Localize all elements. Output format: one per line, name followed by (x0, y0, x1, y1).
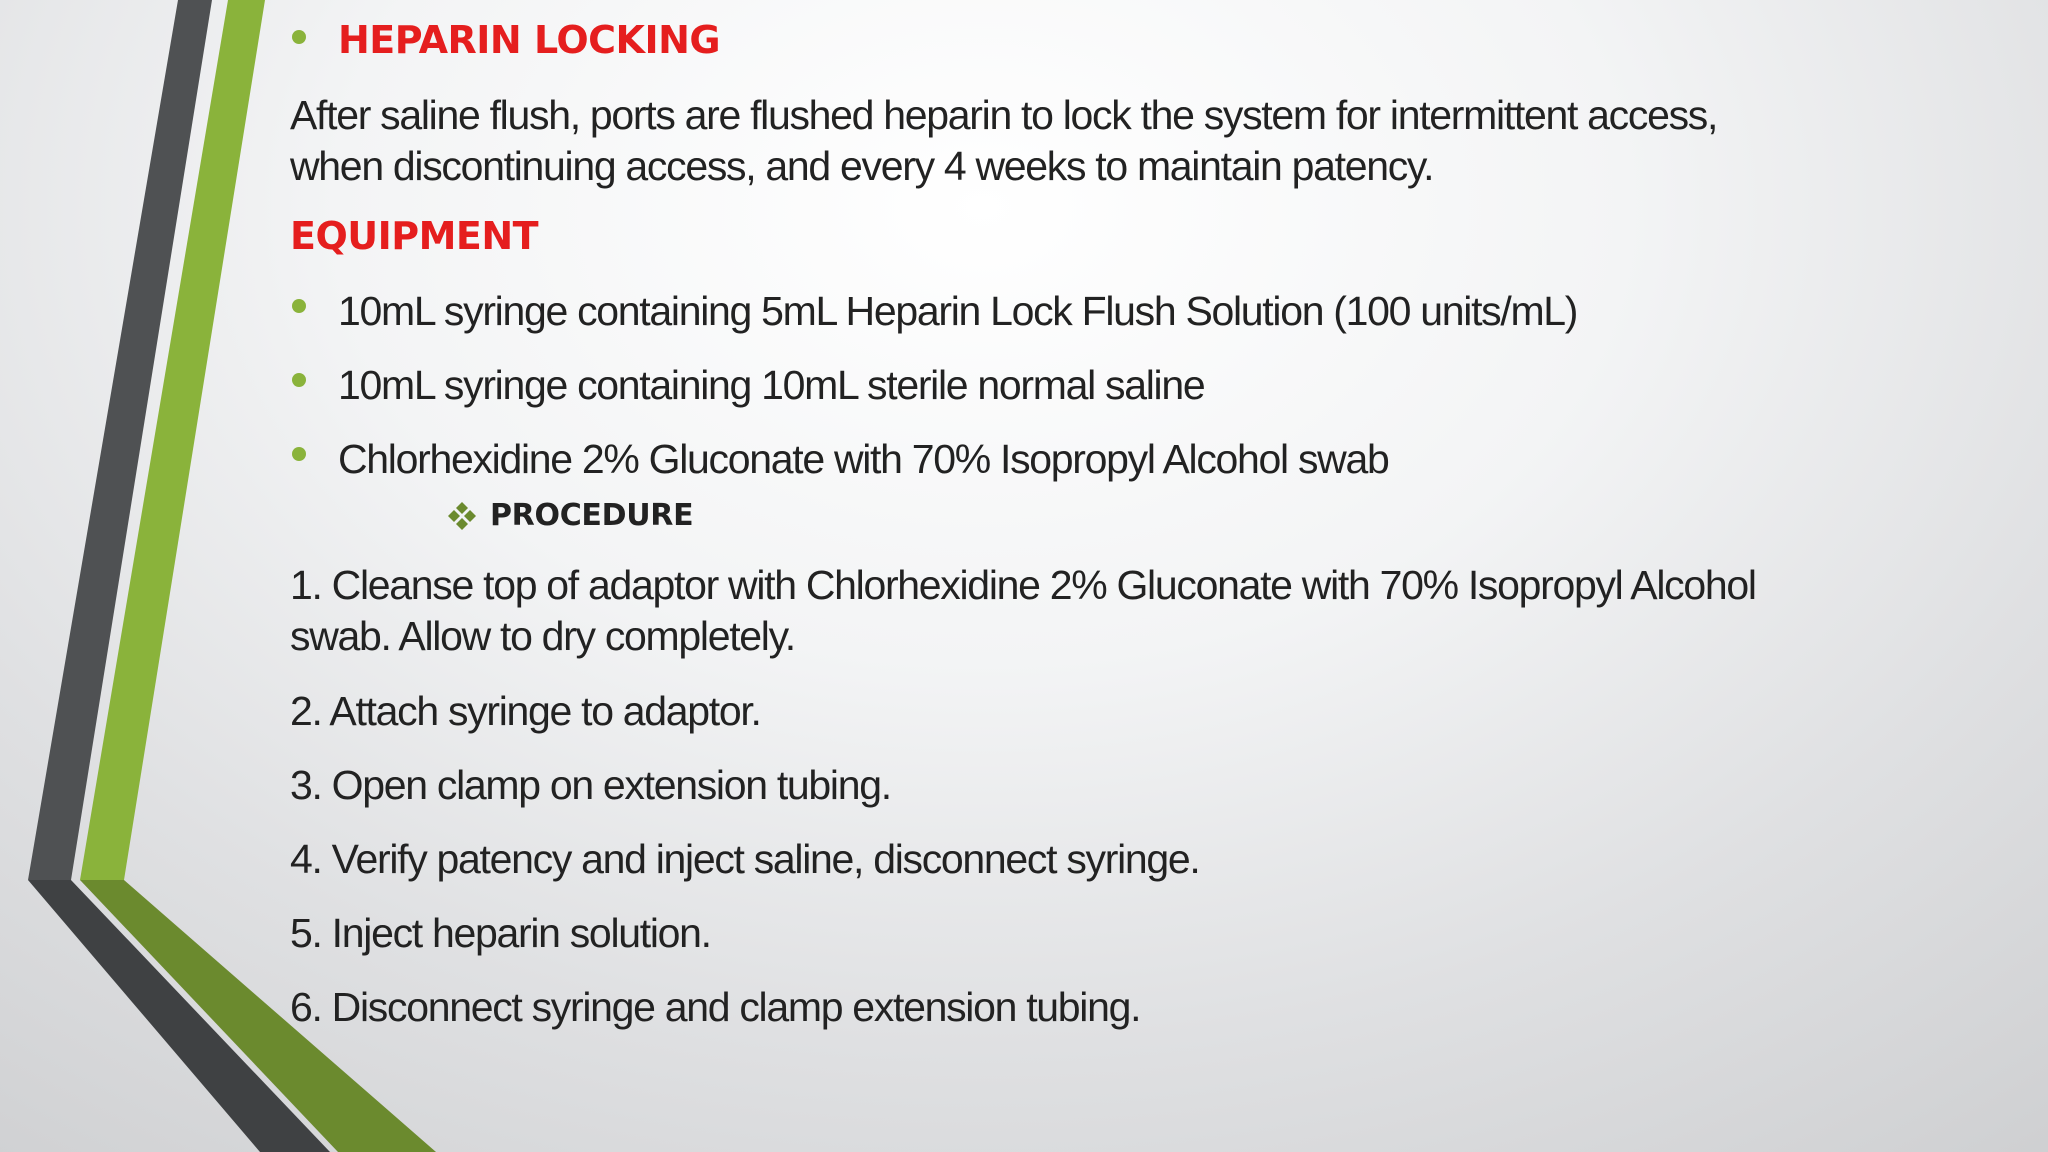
heparin-locking-heading: HEPARIN LOCKING (338, 18, 721, 62)
circle-bullet-icon (292, 299, 306, 313)
equipment-item (290, 360, 1204, 411)
circle-bullet-icon (292, 373, 306, 387)
procedure-step-line-1: 1. Cleanse top of adaptor with Chlorhexidine 2% Gluconate with 70% Isopropyl Alcohol (290, 562, 1756, 608)
procedure-step: 2. Attach syringe to adaptor. (290, 688, 761, 734)
circle-bullet-icon (292, 447, 306, 461)
procedure-heading-row (446, 498, 693, 533)
paragraph-line-1: After saline flush, ports are flushed heparin to lock the system for intermittent access, (290, 92, 1718, 138)
circle-bullet-icon (292, 30, 306, 44)
equipment-item-text: 10mL syringe containing 5mL Heparin Lock Flush Solution (100 units/mL) (338, 288, 1578, 334)
equipment-item-text: Chlorhexidine 2% Gluconate with 70% Isopropyl Alcohol swab (338, 436, 1389, 482)
heparin-locking-heading-row (290, 18, 720, 62)
procedure-step: 4. Verify patency and inject saline, disconnect syringe. (290, 836, 1200, 882)
equipment-item (290, 434, 1388, 485)
four-diamond-bullet-icon (446, 500, 478, 532)
heparin-locking-paragraph (290, 90, 1717, 192)
procedure-step (290, 560, 1756, 662)
procedure-step: 6. Disconnect syringe and clamp extension tubing. (290, 984, 1141, 1030)
paragraph-line-2: when discontinuing access, and every 4 weeks to maintain patency. (290, 143, 1434, 189)
procedure-heading: PROCEDURE (490, 498, 694, 533)
gray-diagonal-band (28, 880, 330, 1152)
equipment-heading: EQUIPMENT (290, 214, 539, 258)
equipment-item-text: 10mL syringe containing 10mL sterile normal saline (338, 362, 1205, 408)
procedure-step-line-2: swab. Allow to dry completely. (290, 613, 795, 659)
procedure-step: 5. Inject heparin solution. (290, 910, 711, 956)
procedure-step: 3. Open clamp on extension tubing. (290, 762, 891, 808)
equipment-item (290, 286, 1577, 337)
